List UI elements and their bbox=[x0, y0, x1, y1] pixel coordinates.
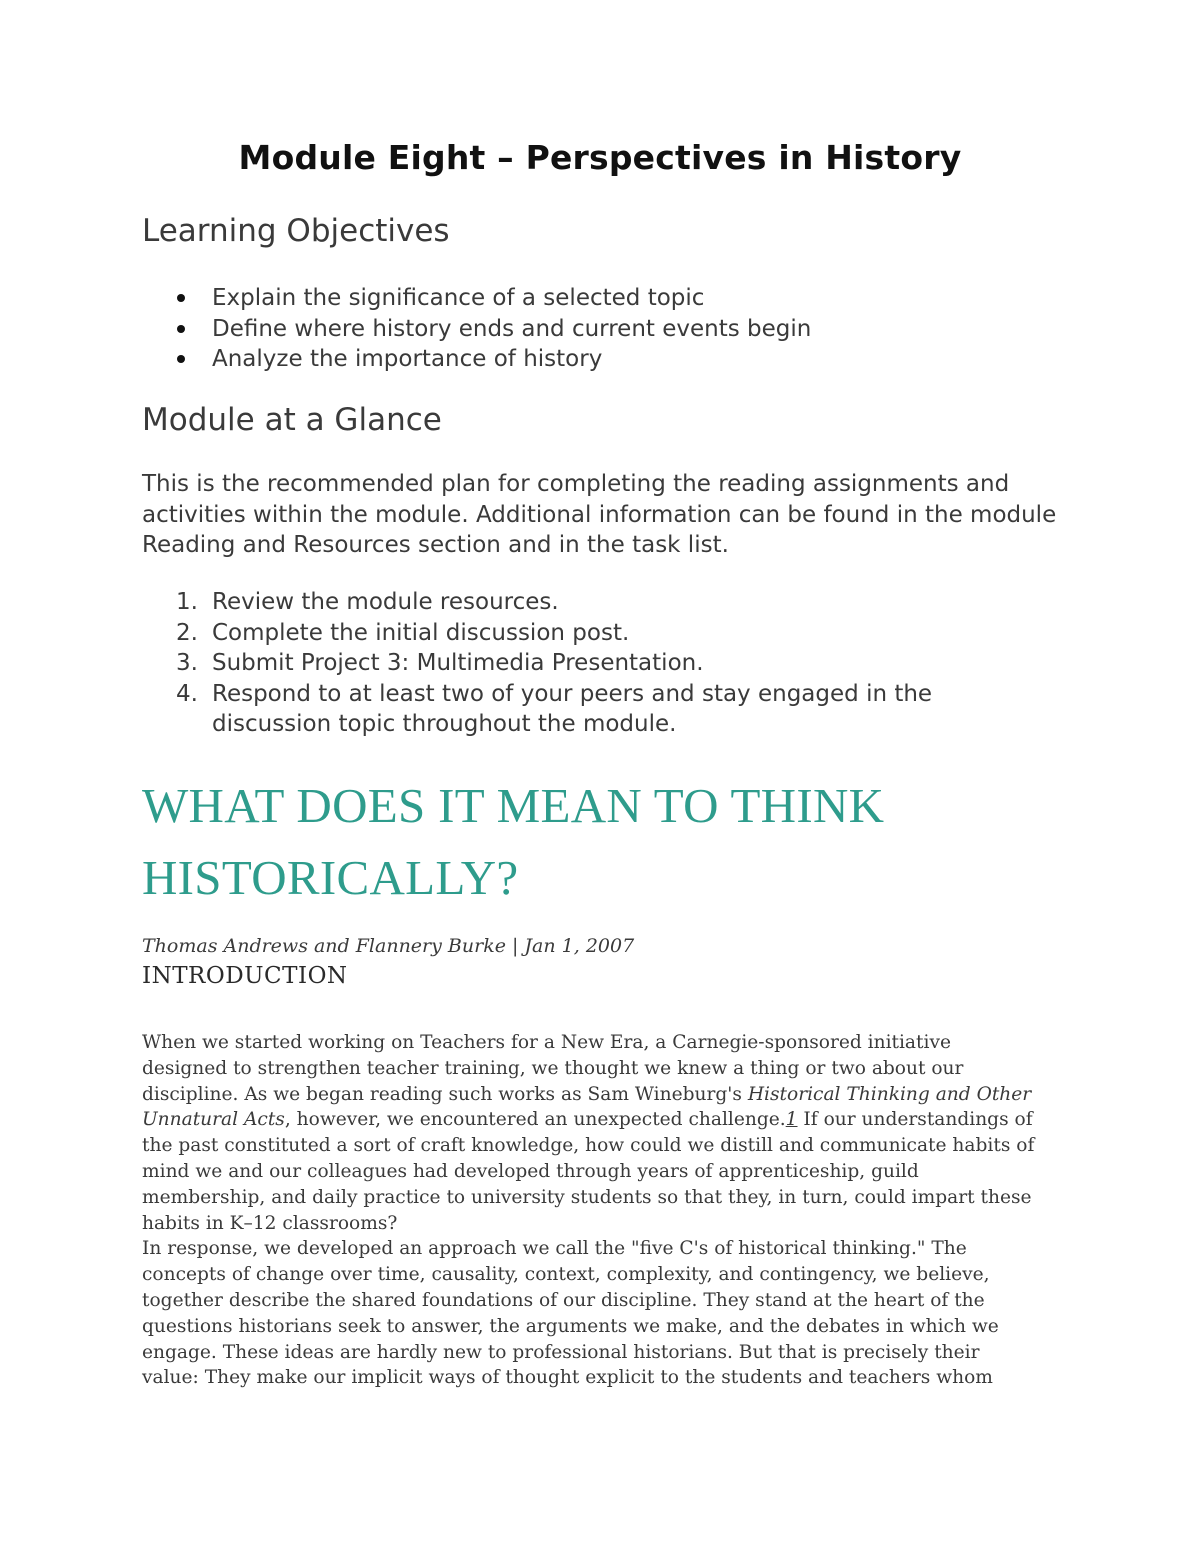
objective-text: Analyze the importance of history bbox=[212, 346, 603, 372]
paragraph-text: If our understandings of the past constituted a sort of craft knowledge, how could we distill and communicate habits of mind we and our colleagues had developed through years of apprenticeship, guild membership, and daily practice to university students so that they, in turn, could impart these habits in K–12 classrooms? bbox=[142, 1109, 1035, 1234]
step-text: Submit Project 3: Multimedia Presentation. bbox=[212, 650, 704, 676]
paragraph-text: When we started working on Teachers for a New Era, a Carnegie-sponsored initiative designed to strengthen teacher training, we thought we knew a thing or two about our discipline. As we began reading such works as Sam Wineburg's bbox=[142, 1032, 964, 1105]
article-body bbox=[142, 1030, 1042, 1391]
article-byline: Thomas Andrews and Flannery Burke | Jan 1, 2007 bbox=[142, 935, 635, 957]
learning-objectives-heading: Learning Objectives bbox=[142, 213, 450, 249]
list-item bbox=[142, 587, 1042, 618]
list-item bbox=[142, 679, 1042, 740]
step-number: 2. bbox=[176, 619, 198, 646]
article-paragraph: In response, we developed an approach we call the "five C's of historical thinking." The concepts of change over time, causality, context, complexity, and contingency, we believe, together describe the shared foundations of our discipline. They stand at the heart of the questions historians seek to answer, the arguments we make, and the debates in which we engage. These ideas are hardly new to professional historians. But that is precisely their value: They make our implicit ways of thought explicit to the students and teachers whom bbox=[142, 1238, 999, 1389]
step-number: 1. bbox=[176, 589, 198, 615]
objective-text: Explain the significance of a selected topic bbox=[212, 285, 705, 311]
module-steps-list bbox=[142, 587, 1042, 740]
page-title: Module Eight – Perspectives in History bbox=[238, 138, 962, 177]
glance-description: This is the recommended plan for completing the reading assignments and activities within the module. Additional information can be found in the module Reading and Resources section and in the task list. bbox=[142, 471, 1057, 558]
list-item bbox=[142, 648, 1042, 679]
module-at-a-glance-heading: Module at a Glance bbox=[142, 402, 442, 438]
step-number: 3. bbox=[176, 650, 198, 676]
book-title: Historical Thinking and Other Unnatural Acts bbox=[142, 1083, 1032, 1131]
article-heading: WHAT DOES IT MEAN TO THINK HISTORICALLY? bbox=[142, 778, 885, 905]
learning-objectives-list bbox=[142, 283, 811, 375]
article-paragraph bbox=[142, 1030, 1042, 1236]
paragraph-text: , however, we encountered an unexpected challenge. bbox=[284, 1109, 786, 1131]
bullet-icon bbox=[177, 355, 185, 363]
step-text: Complete the initial discussion post. bbox=[212, 619, 630, 646]
list-item bbox=[142, 344, 811, 375]
bullet-icon bbox=[177, 294, 185, 302]
introduction-heading: INTRODUCTION bbox=[142, 963, 348, 989]
step-text: Review the module resources. bbox=[212, 589, 559, 615]
list-item bbox=[142, 283, 811, 314]
step-number: 4. bbox=[176, 680, 198, 707]
bullet-icon bbox=[177, 325, 185, 333]
step-text: Respond to at least two of your peers and stay engaged in the discussion topic throughout the module. bbox=[212, 680, 933, 737]
list-item bbox=[142, 618, 1042, 649]
footnote-link[interactable]: 1 bbox=[785, 1109, 798, 1131]
objective-text: Define where history ends and current events begin bbox=[212, 315, 812, 342]
list-item bbox=[142, 314, 811, 345]
